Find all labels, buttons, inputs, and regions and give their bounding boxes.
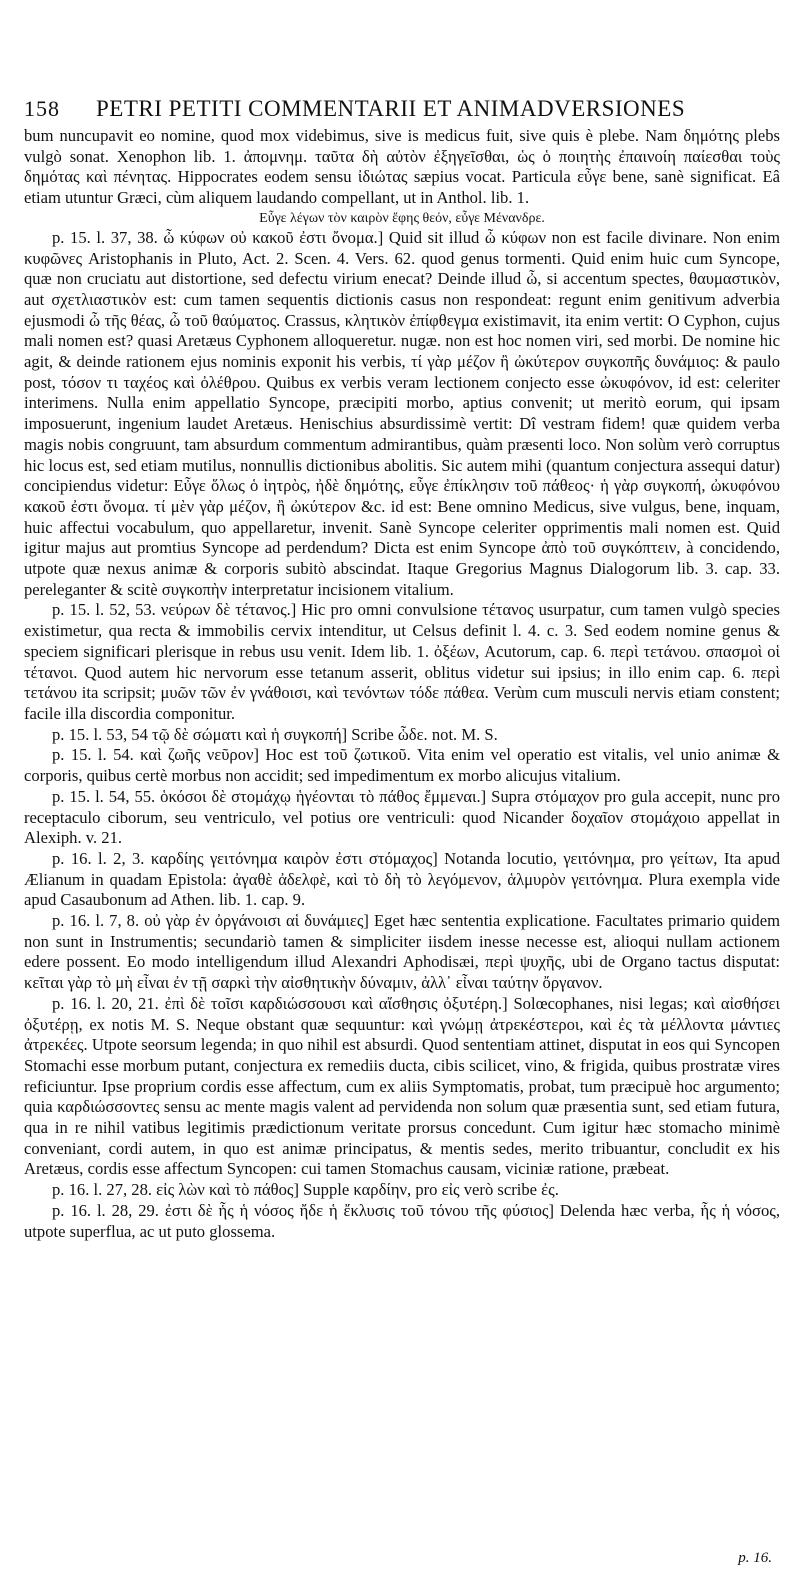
commentary-paragraph: p. 15. l. 52, 53. νεύρων δὲ τέτανος.] Hic pro omni convulsione τέτανος usurpatur, cum tamen vulgò species existimetur, qua recta & immobilis cervix intenditur, ut Celsus definit l. 4. c. 3. Sed eodem nomine genus & speciem significari plerisque in rebus usu venit. Idem lib. 1. ὀξέων, Acutorum, cap. 6. περὶ τετάνου. σπασμοὶ οἱ τέτανοι. Quod autem hic nervorum esse tetanum asserit, oblitus videtur sui ipsius; in illo enim cap. 6. περὶ τετάνου ita scripsit; μυῶν τῶν ἐν γνάθοισι, καὶ τενόντων τόδε πάθεα. Verùm cum musculi nervis etiam constent; facile illa discordia componitur.: [24, 600, 780, 723]
commentary-paragraph: p. 16. l. 27, 28. εἰς λὼν καὶ τὸ πάθος] Supple καρδίην, pro εἰς verò scribe ἐς.: [52, 1180, 559, 1200]
running-title: PETRI PETITI COMMENTARII ET ANIMADVERSIONES: [96, 96, 686, 121]
verse-quotation: Εὖγε λέγων τὸν καιρὸν ἔφης θεόν, εὖγε Μένανδρε.: [259, 210, 545, 226]
page-number: 158: [24, 96, 60, 121]
commentary-paragraph: p. 15. l. 37, 38. ὦ κύφων οὐ κακοῦ ἐστι ὄνομα.] Quid sit illud ὦ κύφων non est facile divinare. Non enim κυφῶνες Aristophanis in Pluto, Act. 2. Scen. 4. Vers. 62. quod genus tormenti. Quid enim huic cum Syncope, quæ non cruciatu aut distortione, sed defectu virium enecat? Deinde illud ὦ, si accentum spectes, θαυμαστικὸν, aut σχετλιαστικὸν est: cum tamen sequentis dictionis casus non respondeat: regunt enim genitivum adverbia ejusmodi ὦ τῆς θέας, ὦ τοῦ θαύματος. Crassus, κλητικὸν ἐπίφθεγμα existimavit, ita enim vertit: O Cyphon, cujus mali nomen est? quasi Aretæus Cyphonem alloqueretur. nugæ. non est hoc nomen viri, sed morbi. De nomine hic agit, & deinde rationem ejus nominis exponit his verbis, τί γὰρ μέζον ἢ ὠκύτερον συγκοπῆς δυνάμιος: & paulo post, τόσον τι ταχέος καὶ ὀλέθρου. Quibus ex verbis veram lectionem conjecto esse ὠκυφόνον, id est: celeriter interimens. Nulla enim appellatio Syncope, præcipiti morbo, aptius convenit; ut meritò eorum, qui ipsam imposuerunt, ingenium laudet Aretæus. Henischius absurdissimè vertit: Dî vestram fidem! quæ quidem verba magis nobis congruunt, tam absurdum commentum admirantibus, quàm præsenti loco. Non solùm verò corruptus hic locus est, sed etiam mutilus, nonnullis dictionibus abolitis. Sic autem mihi (quantum conjectura assequi datur) concipiendus videtur: Εὖγε ὅλως ὁ ἰητρὸς, ἠδὲ δημότης, εὖγε ἐπίκλησιν τοῦ πάθεος· ἡ γὰρ συγκοπή, ὠκυφόνου κακοῦ ἐστι ὄνομα. τί μὲν γὰρ μέζον, ἢ ὠκύτερον &c. id est: Bene omnino Medicus, sive vulgus, bene, inquam, huic affectui vocabulum, quo appellaretur, invenit. Sanè Syncope celeriter opprimentis mali nomen est. Quid igitur majus aut promtius Syncope ad perdendum? Dicta est enim Syncope ἀπὸ τοῦ συγκόπτειν, à concidendo, utpote quæ nexus animæ & corporis subitò abscindat. Itaque Gregorius Magnus Dialogorum lib. 3. cap. 33. pereleganter & scitè συγκοπὴν interpretatur incisionem vitalium.: [24, 227, 780, 599]
commentary-paragraph: p. 15. l. 54. καὶ ζωῆς νεῦρον] Hoc est τοῦ ζωτικοῦ. Vita enim vel operatio est vitalis, vel unio animæ & corporis, quibus certè morbus non accidit; sed impedimentum ex morbo alicujus vitalium.: [24, 745, 780, 786]
commentary-paragraph: p. 16. l. 28, 29. ἐστι δὲ ἧς ἡ νόσος ἤδε ἡ ἔκλυσις τοῦ τόνου τῆς φύσιος] Delenda hæc verba, ἧς ἡ νόσος, utpote superflua, ac ut puto glossema.: [24, 1200, 780, 1241]
commentary-body: [24, 126, 780, 1242]
commentary-paragraph: p. 16. l. 7, 8. οὐ γὰρ ἐν ὀργάνοισι αἱ δυνάμιες] Eget hæc sententia explicatione. Facultates primario quidem non sunt in Instrumentis; secundariò tamen & simpliciter iisdem inesse necesse est, alioqui nullam actionem edere possent. Eo modo intelligendum illud Alexandri Aphodisæi, περὶ ψυχῆς, ubi de Organo tactus disputat: κεῖται γὰρ τὸ μὴ εἶναι ἐν τῇ σαρκὶ τὴν αἰσθητικὴν δύναμιν, ἀλλ᾽ εἶναι ταύτην ὄργανον.: [24, 911, 780, 993]
commentary-paragraph: p. 16. l. 20, 21. ἐπὶ δὲ τοῖσι καρδιώσσουσι καὶ αἴσθησις ὀξυτέρη.] Solœcophanes, nisi legas; καὶ αἰσθήσει ὀξυτέρῃ, ex notis M. S. Neque obstant quæ sequuntur: καὶ γνώμῃ ἀτρεκέστεροι, καὶ ἐς τὰ μέλλοντα μάντιες ἀτρεκέες. Utpote seorsum legenda; in quo nihil est absurdi. Quod sententiam attinet, disputat in eos qui Syncopen Stomachi esse morbum putant, conjectura ex remediis ducta, cibis scilicet, vino, & frigida, quibus prostratæ vires reficiuntur. Ipse proprium cordis esse affectum, cum ex aliis Symptomatis, probat, tum præcipuè hoc argumento; quia καρδιώσσοντες sensu ac mente magis valent ad pervidenda non solum quæ præsentia sunt, sed etiam futura, qua in re nihil vatibus legitimis prædictionum veritate prorsus concedunt. Cum igitur hæc stomacho minimè conveniant, cordi autem, in quo est animæ principatus, & mentis sedes, merito tribuantur, concludit ex his Aretæus, cordis esse affectum Syncopen: cui tamen Stomachus causam, viciniæ ratione, præbeat.: [24, 993, 780, 1179]
page-header: [24, 96, 780, 122]
commentary-paragraph: p. 16. l. 2, 3. καρδίης γειτόνημα καιρὸν ἐστι στόμαχος] Notanda locutio, γειτόνημα, pro γείτων, Ita apud Ælianum in quadam Epistola: ἀγαθὲ ἀδελφὲ, καὶ τὸ δὴ τὸ λεγόμενον, ἁλμυρὸν γειτόνημα. Plura exempla vide apud Casaubonum ad Athen. lib. 1. cap. 9.: [24, 848, 780, 910]
catchword: p. 16.: [738, 1550, 772, 1566]
commentary-paragraph: bum nuncupavit eo nomine, quod mox videbimus, sive is medicus fuit, sive quis è plebe. Nam δημότης plebs vulgò sonat. Xenophon lib. 1. ἀπομνημ. ταῦτα δὴ αὐτὸν ἐξηγεῖσθαι, ὡς ὁ ποιητὴς ἐπαινοίη παίεσθαι τοὺς δημότας καὶ πένητας. Hippocrates eodem sensu ἰδιώτας sæpius vocat. Particula εὖγε bene, sanè significat. Eâ etiam utuntur Græci, cùm aliquem laudando compellant, ut in Anthol. lib. 1.: [24, 126, 780, 208]
commentary-paragraph: p. 15. l. 53, 54 τῷ δὲ σώματι καὶ ἡ συγκοπή] Scribe ὧδε. not. M. S.: [52, 724, 498, 744]
commentary-paragraph: p. 15. l. 54, 55. ὁκόσοι δὲ στομάχῳ ἡγέονται τὸ πάθος ἔμμεναι.] Supra στόμαχον pro gula accepit, nunc pro receptaculo ciborum, seu ventriculo, vel potius ore ventriculi: quod Nicander δοχαῖον στομάχοιο appellat in Alexiph. v. 21.: [24, 786, 780, 848]
